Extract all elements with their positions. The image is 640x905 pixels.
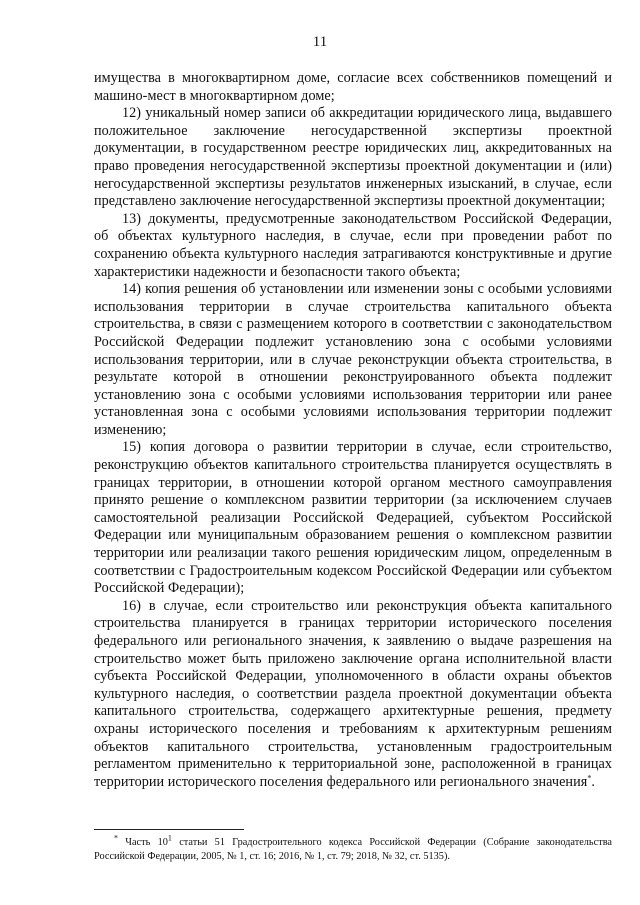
footnote-text (94, 833, 612, 864)
footnote-part1: Часть 10 (125, 837, 168, 848)
footnote-reference[interactable]: * (587, 773, 592, 783)
paragraph-item-15: 15) копия договора о развитии территории в случае, если строительство, реконструкцию объектов капитального строительства планируется осуществлять в границах территории, в отношении которой органом местного самоуправления принято решение о комплексном развитии территории (за исключением случаев самостоятельной реализации Российской Федерацией, субъектом Российской Федерации или муниципальным образованием решения о комплексном развитии территории или реализации такого решения юридическим лицом, определенным в соответствии с Градостроительным кодексом Российской Федерации или субъектом Российской Федерации); (94, 439, 612, 597)
footnote-part2: статьи 51 Градостроительного кодекса Российской Федерации (Собрание законодательства Российской Федерации, 2005, № 1, ст. 16; 2016, № 1, ст. 79; 2018, № 32, ст. 5135). (94, 837, 612, 862)
paragraph-continuation: имущества в многоквартирном доме, согласие всех собственников помещений и машино-мест в многоквартирном доме; (94, 70, 612, 104)
paragraph-item-13: 13) документы, предусмотренные законодательством Российской Федерации, об объектах культурного наследия, в случае, если при проведении работ по сохранению объекта культурного наследия затрагиваются конструктивные и другие характеристики надежности и безопасности такого объекта; (94, 210, 612, 280)
paragraph-item-16 (94, 598, 612, 792)
paragraph-item-16-text: 16) в случае, если строительство или реконструкция объекта капитального строительства планируется в границах территории исторического поселения федерального или регионального значения, к заявлению о выдаче разрешения на строительство может быть приложено заключение органа исполнительной власти субъекта Российской Федерации, уполномоченного в области охраны объектов культурного наследия, о соответствии раздела проектной документации объекта капитального строительства, содержащего архитектурные решения, предмету охраны исторического поселения и требованиям к архитектурным решениям объектов капитального строительства, установленным градостроительным регламентом применительно к территориальной зоне, расположенной в границах территории исторического поселения федерального или регионального значения (94, 597, 612, 790)
footnote (94, 833, 612, 864)
footnote-part-sup: 1 (167, 833, 172, 843)
page-number: 11 (312, 34, 328, 50)
footnote-separator (94, 829, 244, 830)
footnote-mark: * (114, 833, 118, 843)
paragraph-item-16-end: . (591, 773, 595, 790)
body-text (94, 70, 612, 791)
paragraph-item-14: 14) копия решения об установлении или изменении зоны с особыми условиями использования территории в случае строительства капитального объекта строительства, в связи с размещением которого в соответствии с законодательством Российской Федерации подлежит установлению зона с особыми условиями использования территории, или в случае реконструкции объекта строительства, в результате которой в отношении реконструированного объекта подлежит установлению зона с особыми условиями использования территории или ранее установленная зона с особыми условиями использования территории подлежит изменению; (94, 281, 612, 438)
paragraph-item-12: 12) уникальный номер записи об аккредитации юридического лица, выдавшего положительное заключение негосударственной экспертизы проектной документации, в государственном реестре юридических лиц, аккредитованных на право проведения негосударственной экспертизы проектной документации и (или) негосударственной экспертизы результатов инженерных изысканий, в случае, если представлено заключение негосударственной экспертизы проектной документации; (94, 105, 612, 210)
